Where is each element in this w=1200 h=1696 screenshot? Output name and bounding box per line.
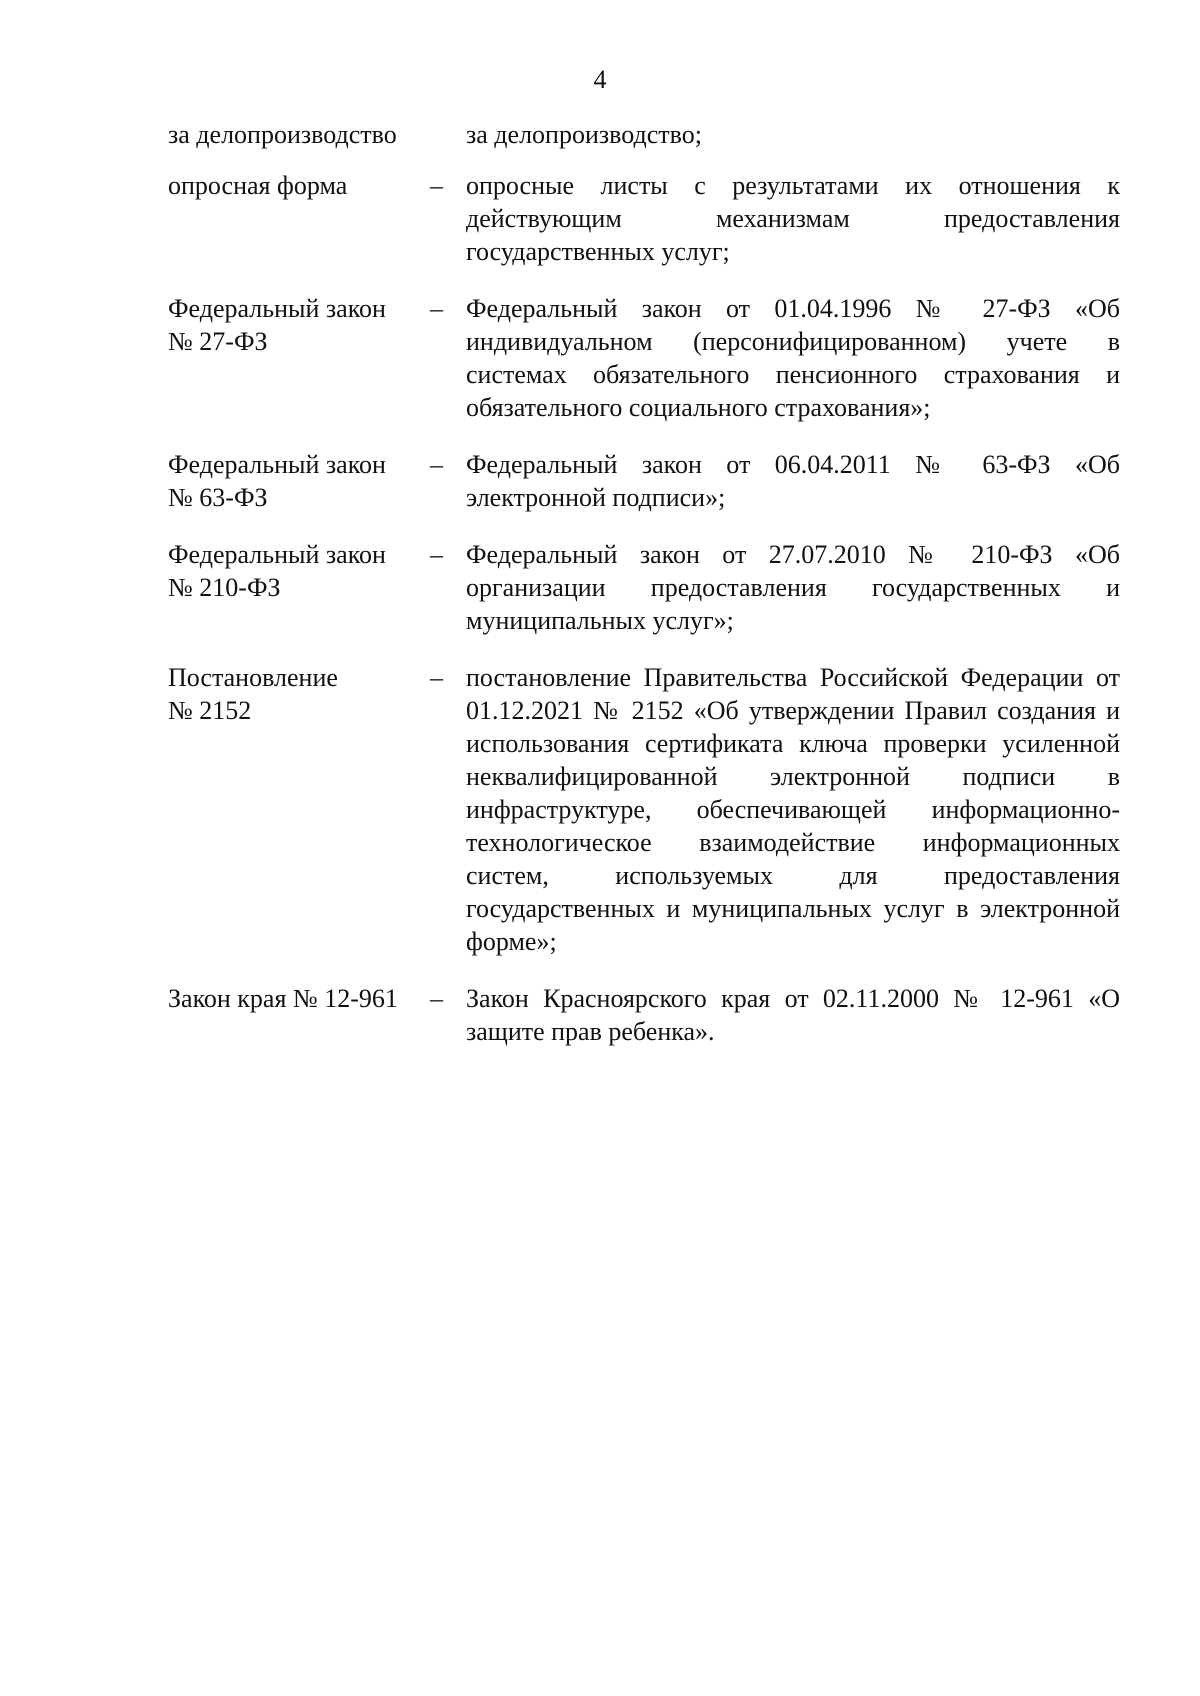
definition-row xyxy=(168,169,1120,268)
definition-row xyxy=(168,448,1120,514)
definition-term: Закон края № 12-961 xyxy=(168,984,398,1013)
definition-term: Федеральный закон № 210-ФЗ xyxy=(168,540,386,602)
definition-term: опросная форма xyxy=(168,171,348,200)
definition-term: Федеральный закон № 63-ФЗ xyxy=(168,450,386,512)
definition-dash: – xyxy=(430,663,443,692)
definition-row xyxy=(168,538,1120,637)
definition-dash: – xyxy=(430,171,443,200)
definition-text: за делопроизводство; xyxy=(466,120,702,149)
definition-text: Федеральный закон от 01.04.1996 № 27-ФЗ «Об индивидуальном (персонифицированном) учете в системах обязательного пенсионного страхования и обязательного социального страхования»; xyxy=(466,294,1120,422)
definition-row xyxy=(168,661,1120,958)
definition-dash xyxy=(430,118,466,151)
definition-row xyxy=(168,118,1120,151)
definition-text: опросные листы с результатами их отношения к действующим механизмам предоставления государственных услуг; xyxy=(466,171,1120,266)
definition-term: за делопроизводство xyxy=(168,120,397,149)
definition-term: Федеральный закон № 27-ФЗ xyxy=(168,294,386,356)
definition-term: Постановление № 2152 xyxy=(168,663,338,725)
definition-text: Федеральный закон от 27.07.2010 № 210-ФЗ «Об организации предоставления государственных и муниципальных услуг»; xyxy=(466,540,1120,635)
page-number: 4 xyxy=(593,65,607,94)
definition-dash: – xyxy=(430,984,443,1013)
definition-text: Федеральный закон от 06.04.2011 № 63-ФЗ «Об электронной подписи»; xyxy=(466,450,1120,512)
definition-row xyxy=(168,292,1120,424)
definition-text: постановление Правительства Российской Федерации от 01.12.2021 № 2152 «Об утверждении Правил создания и использования сертификата ключа проверки усиленной неквалифицированной электронной подписи в инфраструктуре, обеспечивающей информационно-технологическое взаимодействие информационных систем, используемых для предоставления государственных и муниципальных услуг в электронной форме»; xyxy=(466,663,1120,956)
definition-dash: – xyxy=(430,540,443,569)
definition-dash: – xyxy=(430,294,443,323)
definition-row xyxy=(168,982,1120,1048)
definitions-list xyxy=(168,118,1120,1072)
definition-text: Закон Красноярского края от 02.11.2000 № 12-961 «О защите прав ребенка». xyxy=(466,984,1120,1046)
definition-dash: – xyxy=(430,450,443,479)
